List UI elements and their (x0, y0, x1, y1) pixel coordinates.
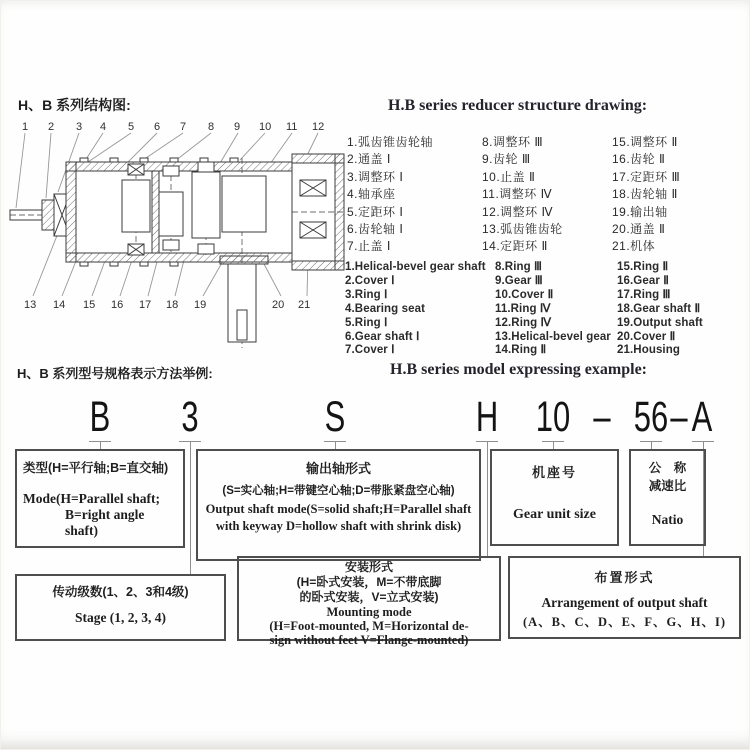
box-stage (15, 574, 226, 641)
callout-13: 13 (24, 299, 37, 311)
part-item: 10.止盖 Ⅱ (482, 169, 536, 184)
code-leader-line (487, 441, 488, 557)
callout-15: 15 (83, 299, 96, 311)
callout-9: 9 (234, 121, 241, 133)
box-output-shaft-en1: Output shaft mode(S=solid shaft;H=Parallel shaft (205, 502, 472, 516)
section1-heading-zh: H、B 系列结构图: (18, 97, 131, 113)
part-item: 9.齿轮 Ⅲ (482, 152, 531, 167)
parts-list-zh-col1 (347, 134, 433, 256)
part-item: 4.轴承座 (347, 187, 396, 202)
part-item: 4.Bearing seat (345, 302, 426, 315)
code-leader-line (190, 441, 191, 575)
box-type (15, 449, 185, 548)
box-mounting-en2: (H=Foot-mounted, M=Horizontal de- (269, 619, 469, 633)
model-code-arrangement: A (691, 393, 713, 441)
part-item: 1.弧齿锥齿轮轴 (347, 135, 434, 149)
callout-20: 20 (272, 299, 285, 311)
box-mounting-zh3: 的卧式安装，V=立式安装) (299, 590, 439, 604)
parts-list-en-col2 (495, 261, 611, 358)
part-item: 11.调整环 Ⅳ (482, 187, 553, 202)
part-item: 13.弧齿锥齿轮 (482, 222, 563, 237)
part-item: 15.调整环 Ⅱ (612, 135, 678, 149)
part-item: 20.Cover Ⅱ (617, 330, 676, 343)
callout-17: 17 (139, 299, 152, 311)
part-item: 6.齿轮轴 Ⅰ (347, 222, 404, 237)
box-mounting-en3: sign without feet V=Flange-mounted) (269, 633, 469, 647)
part-item: 3.调整环 Ⅰ (347, 169, 404, 184)
part-item: 13.Helical-bevel gear (495, 330, 611, 343)
part-item: 11.Ring Ⅳ (495, 302, 551, 315)
callout-18: 18 (166, 299, 179, 311)
callout-8: 8 (208, 121, 215, 133)
part-item: 2.Cover Ⅰ (345, 274, 395, 287)
box-type-en1: Mode(H=Parallel shaft; (23, 491, 161, 506)
part-item: 5.定距环 Ⅰ (347, 204, 404, 219)
box-mounting-en1: Mounting mode (326, 605, 412, 619)
box-arrangement (508, 556, 741, 639)
part-item: 10.Cover Ⅱ (495, 288, 554, 301)
model-code-dash: – (593, 393, 611, 441)
box-output-shaft-zh2: (S=实心轴;H=带键空心轴;D=带胀紧盘空心轴) (222, 485, 455, 497)
part-item: 21.机体 (612, 239, 656, 254)
part-item: 17.定距环 Ⅲ (612, 169, 681, 184)
box-ratio-zh2: 减速比 (648, 479, 687, 493)
box-type-zh: 类型(H=平行轴;B=直交轴) (23, 461, 169, 475)
part-item: 7.Cover Ⅰ (345, 344, 395, 357)
box-mounting-zh1: 安装形式 (344, 560, 393, 574)
section2-heading-en: H.B series model expressing example: (390, 361, 648, 378)
parts-list-en-col1 (345, 261, 486, 358)
callout-4: 4 (100, 121, 107, 133)
box-type-en2: B=right angle shaft) (65, 507, 145, 538)
callout-3: 3 (76, 121, 83, 133)
box-stage-en: Stage (1, 2, 3, 4) (74, 610, 167, 625)
box-output-shaft-en2: with keyway D=hollow shaft with shrink disk) (215, 519, 462, 533)
box-arrangement-zh: 布置形式 (594, 570, 655, 585)
part-item: 6.Gear shaft Ⅰ (345, 330, 420, 343)
part-item: 2.通盖 Ⅰ (347, 152, 391, 167)
parts-list-zh-col3 (612, 134, 680, 256)
part-item: 3.Ring Ⅰ (345, 288, 388, 301)
part-item: 14.Ring Ⅱ (495, 344, 547, 357)
part-item: 7.止盖 Ⅰ (347, 239, 391, 254)
model-code-mount: H (475, 393, 499, 441)
callout-21: 21 (298, 299, 311, 311)
reducer-housing (10, 154, 344, 348)
callout-14: 14 (53, 299, 66, 311)
callout-1: 1 (22, 121, 29, 133)
model-code-stage: 3 (181, 393, 199, 441)
box-ratio-en: Natio (651, 512, 684, 527)
callout-6: 6 (154, 121, 161, 133)
callout-5: 5 (128, 121, 135, 133)
box-size-zh: 机座号 (531, 465, 577, 480)
box-ratio-zh1: 公 称 (648, 461, 687, 475)
model-code-type: B (89, 393, 111, 441)
section1-heading-en: H.B series reducer structure drawing: (388, 97, 648, 114)
part-item: 16.Gear Ⅱ (617, 274, 669, 287)
part-item: 19.Output shaft (617, 316, 703, 329)
reducer-structure-drawing (8, 118, 348, 353)
box-arrangement-en2: (A、B、C、D、E、F、G、H、I) (522, 615, 727, 629)
part-item: 18.Gear shaft Ⅱ (617, 302, 701, 315)
model-code-size: 10 (535, 393, 571, 441)
part-item: 17.Ring Ⅲ (617, 288, 671, 301)
part-item: 21.Housing (617, 344, 680, 357)
parts-list-en-col3 (617, 261, 703, 358)
callout-2: 2 (48, 121, 55, 133)
box-size-en: Gear unit size (513, 507, 596, 522)
parts-list-zh-col2 (482, 134, 563, 256)
callout-11: 11 (286, 121, 298, 133)
callout-19: 19 (194, 299, 207, 311)
part-item: 5.Ring Ⅰ (345, 316, 388, 329)
callout-12: 12 (312, 121, 325, 133)
part-item: 19.输出轴 (612, 204, 668, 219)
box-stage-zh: 传动级数(1、2、3和4级) (52, 585, 189, 599)
box-output-shaft (196, 449, 481, 561)
box-ratio (629, 449, 706, 546)
model-code-ratio: 56 (633, 393, 669, 441)
callout-10: 10 (259, 121, 272, 133)
box-mounting (237, 556, 501, 647)
part-item: 12.Ring Ⅳ (495, 316, 552, 329)
model-code-shaft: S (324, 393, 346, 441)
part-item: 8.Ring Ⅲ (495, 261, 543, 273)
box-arrangement-en1: Arrangement of output shaft (541, 595, 708, 610)
box-mounting-zh2: (H=卧式安装，M=不带底脚 (296, 575, 442, 589)
part-item: 18.齿轮轴 Ⅱ (612, 187, 678, 202)
part-item: 15.Ring Ⅱ (617, 261, 669, 273)
part-item: 16.齿轮 Ⅱ (612, 152, 666, 167)
section2-heading-zh: H、B 系列型号规格表示方法举例: (17, 366, 213, 381)
box-output-shaft-zh1: 输出轴形式 (305, 461, 371, 476)
part-item: 1.Helical-bevel gear shaft (345, 261, 486, 273)
part-item: 8.调整环 Ⅲ (482, 135, 544, 149)
callout-16: 16 (111, 299, 124, 311)
part-item: 9.Gear Ⅲ (495, 274, 543, 287)
box-size (490, 449, 619, 546)
callout-7: 7 (180, 121, 187, 133)
part-item: 20.通盖 Ⅱ (612, 222, 666, 237)
model-code-dash: – (670, 393, 688, 441)
part-item: 14.定距环 Ⅱ (482, 239, 548, 254)
part-item: 12.调整环 Ⅳ (482, 204, 554, 219)
